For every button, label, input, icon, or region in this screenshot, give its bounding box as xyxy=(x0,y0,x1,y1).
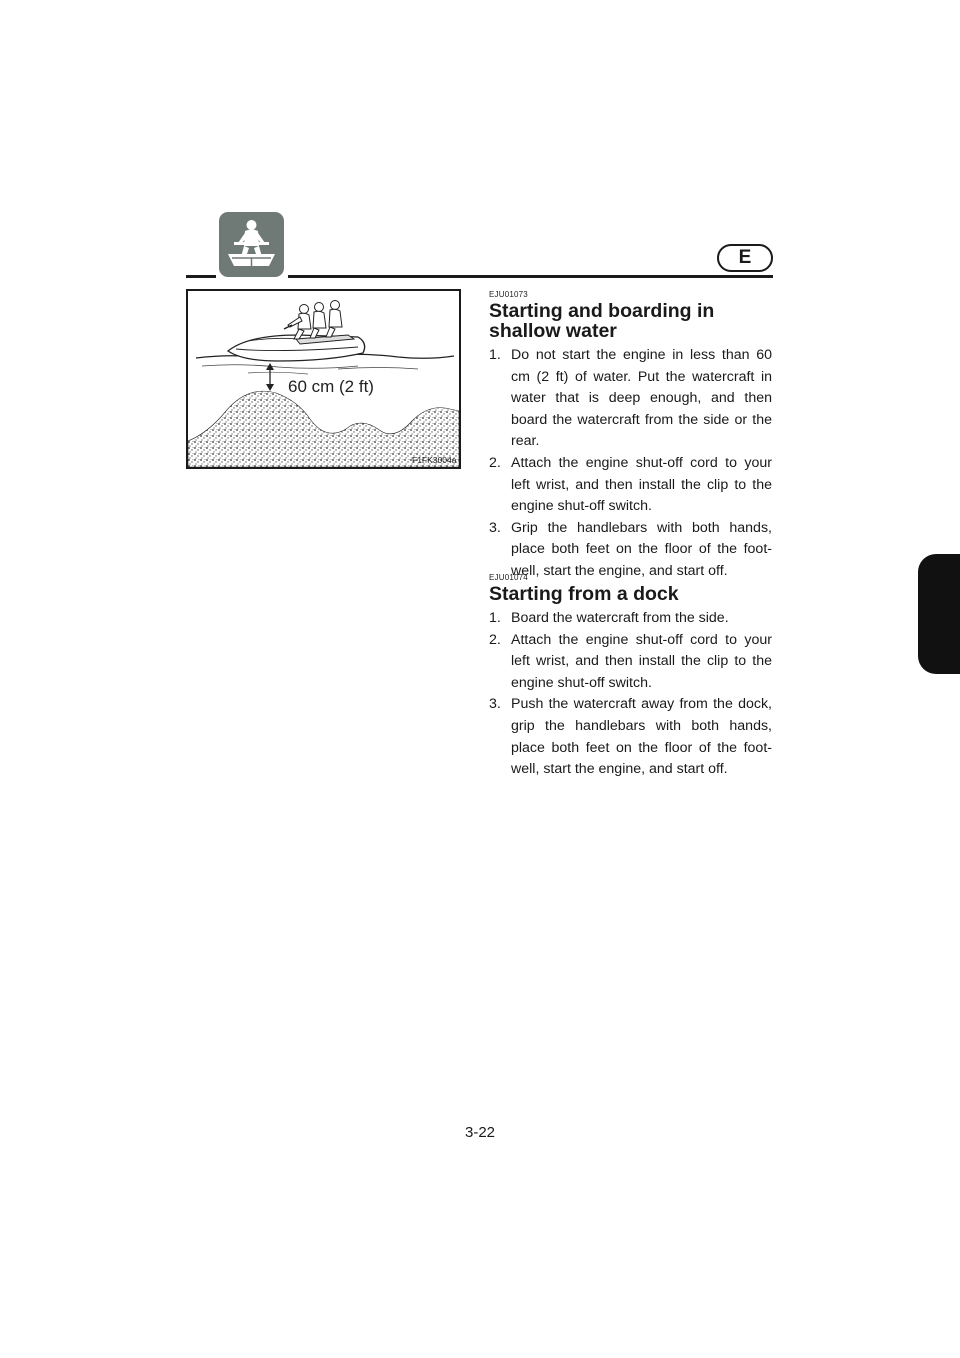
language-badge: E xyxy=(717,244,773,272)
step-text: Push the watercraft away from the dock, grip the handlebars with both hands, place both feet on the floor of the foot-well, start the engine, and start off. xyxy=(511,696,772,778)
step-text: Grip the handlebars with both hands, place both feet on the floor of the foot-well, start the engine, and start off. xyxy=(511,519,772,579)
step-text: Attach the engine shut-off cord to your left wrist, and then install the clip to the engine shut-off switch. xyxy=(511,454,772,515)
list-item xyxy=(489,694,772,780)
list-item xyxy=(489,453,772,518)
step-number: 3. xyxy=(489,696,501,713)
step-text: Do not start the engine in less than 60 cm (2 ft) of water. Put the watercraft in water that is deep enough, and then board the watercraft from the side or the rear. xyxy=(511,347,772,450)
shallow-water-figure xyxy=(186,289,461,469)
section-title: Starting and boarding in shallow water xyxy=(489,300,715,342)
section-code: EJU01073 xyxy=(489,290,528,299)
depth-label: 60 cm (2 ft) xyxy=(288,377,374,396)
section-title: Starting from a dock xyxy=(489,583,679,605)
step-text: Board the watercraft from the side. xyxy=(511,610,729,626)
step-number: 2. xyxy=(489,454,501,471)
list-item xyxy=(489,630,772,695)
chapter-tab xyxy=(918,554,960,674)
figure-code: F1FK3004a xyxy=(412,455,457,465)
step-list xyxy=(489,345,772,583)
page-number: 3-22 xyxy=(464,1124,496,1141)
section-shallow-water xyxy=(489,290,772,583)
header-rule-left xyxy=(186,275,216,278)
section-dock xyxy=(489,573,772,781)
step-text: Attach the engine shut-off cord to your left wrist, and then install the clip to the engine shut-off switch. xyxy=(511,631,772,691)
header-rule-right xyxy=(288,275,773,278)
step-number: 1. xyxy=(489,347,501,363)
list-item xyxy=(489,608,772,630)
step-number: 3. xyxy=(489,519,501,536)
list-item xyxy=(489,345,772,453)
jet-ski-rider-icon xyxy=(219,212,284,277)
step-number: 2. xyxy=(489,631,501,648)
step-list xyxy=(489,608,772,781)
section-code: EJU01074 xyxy=(489,573,528,582)
step-number: 1. xyxy=(489,610,501,626)
